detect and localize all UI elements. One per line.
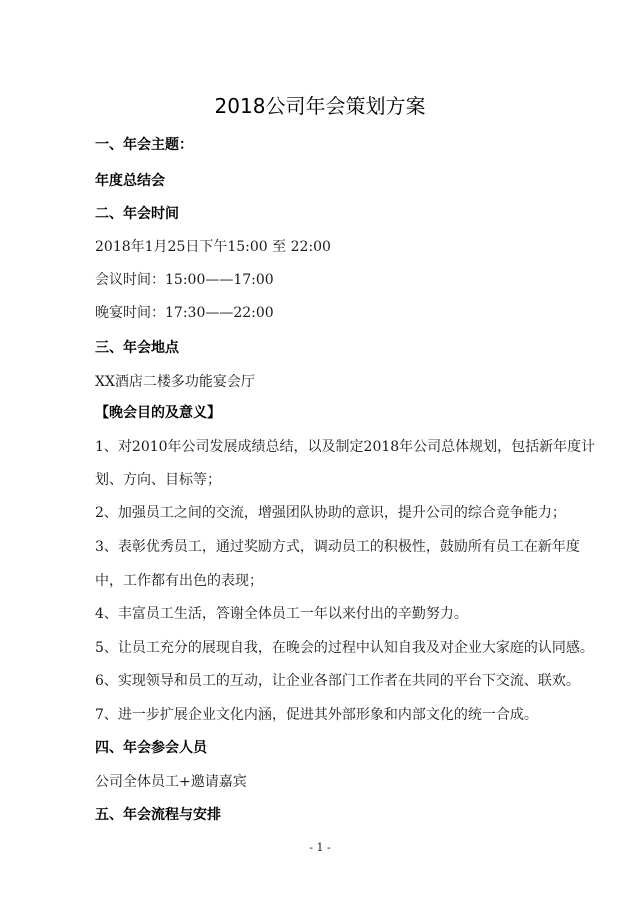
section-5-line-1: 公司全体员工+邀请嘉宾: [95, 774, 247, 790]
section-4-line-8: 6、实现领导和员工的互动，让企业各部门工作者在共同的平台下交流、联欢。: [95, 673, 580, 689]
section-4-line-3: 2、加强员工之间的交流，增强团队协助的意识，提升公司的综合竞争能力；: [95, 505, 566, 521]
section-2-line-1: 2018年1月25日下午15:00 至 22:00: [95, 239, 331, 255]
document-title: 2018公司年会策划方案: [214, 94, 426, 118]
section-4-line-7: 5、让员工充分的展现自我，在晚会的过程中认知自我及对企业大家庭的认同感。: [95, 640, 594, 656]
section-4-line-4: 3、表彰优秀员工，通过奖励方式，调动员工的积极性，鼓励所有员工在新年度: [95, 539, 580, 555]
section-5-heading: 四、年会参会人员: [95, 740, 207, 756]
section-4-line-5: 中，工作都有出色的表现；: [95, 573, 263, 589]
section-4-line-9: 7、进一步扩展企业文化内涵，促进其外部形象和内部文化的统一合成。: [95, 707, 538, 723]
section-4-line-6: 4、丰富员工生活，答谢全体员工一年以来付出的辛勤努力。: [95, 606, 468, 622]
section-2-line-3: 晚宴时间：17:30——22:00: [95, 305, 274, 321]
section-4-line-2: 划、方向、目标等；: [95, 472, 221, 488]
section-4-line-1: 1、对2010年公司发展成绩总结，以及制定2018年公司总体规划，包括新年度计: [95, 439, 596, 455]
section-3-line-1: XX酒店二楼多功能宴会厅: [95, 374, 255, 390]
page-number: - 1 -: [309, 841, 331, 854]
section-6-heading: 五、年会流程与安排: [95, 807, 221, 823]
section-4-heading: 【晚会目的及意义】: [95, 405, 221, 421]
section-1-heading: 一、年会主题：: [95, 137, 193, 153]
section-3-heading: 三、年会地点: [95, 340, 179, 356]
section-2-heading: 二、年会时间: [95, 206, 179, 222]
section-1-text: 年度总结会: [95, 173, 165, 189]
section-2-line-2: 会议时间：15:00——17:00: [95, 272, 274, 288]
